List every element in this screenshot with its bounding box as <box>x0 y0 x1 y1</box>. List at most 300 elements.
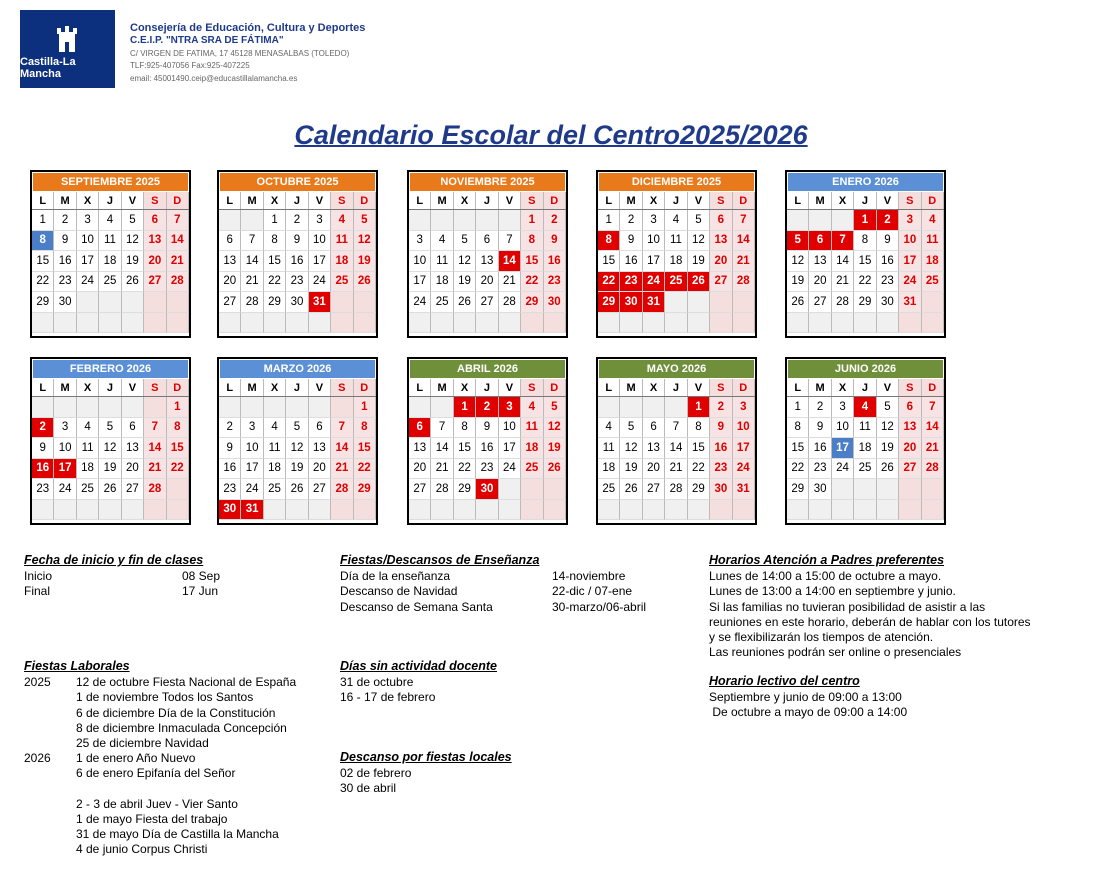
day-cell: 17 <box>499 438 521 459</box>
weekday-header: D <box>354 192 376 209</box>
day-cell: 16 <box>54 251 76 272</box>
atencion-line: Lunes de 13:00 a 14:00 en septiembre y junio. <box>709 584 956 599</box>
day-cell: 21 <box>922 438 944 459</box>
day-cell: 10 <box>309 231 331 252</box>
day-cell: 16 <box>620 251 642 272</box>
weekday-header: X <box>77 192 99 209</box>
day-cell: 19 <box>877 438 899 459</box>
weekday-header: X <box>264 192 286 209</box>
empty-day-cell <box>544 313 566 334</box>
weekday-header: X <box>832 192 854 209</box>
weekday-header: L <box>409 379 431 396</box>
empty-day-cell <box>521 500 543 521</box>
day-cell: 3 <box>733 397 755 418</box>
day-cell: 7 <box>832 231 854 252</box>
day-cell: 14 <box>241 251 263 272</box>
laboral-item: 31 de mayo Día de Castilla la Mancha <box>76 827 279 842</box>
empty-day-cell <box>286 313 308 334</box>
weekday-header: M <box>54 192 76 209</box>
day-cell: 8 <box>854 231 876 252</box>
laboral-year: 2025 <box>24 675 51 690</box>
day-cell: 3 <box>499 397 521 418</box>
day-cell: 12 <box>544 418 566 439</box>
day-cell: 10 <box>409 251 431 272</box>
day-cell: 8 <box>167 418 189 439</box>
atencion-line: Las reuniones podrán ser online o presenciales <box>709 645 962 660</box>
day-cell: 6 <box>122 418 144 439</box>
fiestas-laborales-title: Fiestas Laborales <box>24 659 130 673</box>
day-cell: 12 <box>454 251 476 272</box>
weekday-header: L <box>32 192 54 209</box>
day-cell: 24 <box>54 479 76 500</box>
day-cell: 27 <box>219 292 241 313</box>
atencion-line: Si las familias no tuvieran posibilidad de asistir a las <box>709 599 986 614</box>
day-cell: 10 <box>241 438 263 459</box>
weekday-header: X <box>643 192 665 209</box>
empty-day-cell <box>144 397 166 418</box>
month-2 <box>407 170 568 338</box>
empty-day-cell <box>99 397 121 418</box>
day-cell: 24 <box>241 479 263 500</box>
empty-day-cell <box>331 292 353 313</box>
empty-day-cell <box>665 397 687 418</box>
fiestas-locales-title: Descanso por fiestas locales <box>340 750 512 764</box>
weekday-header: S <box>144 192 166 209</box>
month-3 <box>596 170 757 338</box>
weekday-header: X <box>643 379 665 396</box>
weekday-header: M <box>431 379 453 396</box>
day-cell: 12 <box>122 231 144 252</box>
empty-day-cell <box>854 313 876 334</box>
laboral-item: 6 de diciembre Día de la Constitución <box>76 705 276 720</box>
day-cell: 31 <box>309 292 331 313</box>
weekday-header: V <box>877 192 899 209</box>
day-cell: 23 <box>54 272 76 293</box>
weekday-header: J <box>854 192 876 209</box>
day-cell: 15 <box>167 438 189 459</box>
day-cell: 1 <box>787 397 809 418</box>
empty-day-cell <box>877 313 899 334</box>
laboral-year: 2026 <box>24 751 51 766</box>
day-cell: 30 <box>476 479 498 500</box>
day-cell: 23 <box>809 459 831 480</box>
day-cell: 25 <box>854 459 876 480</box>
laboral-year <box>24 736 76 751</box>
day-cell: 13 <box>219 251 241 272</box>
day-cell: 15 <box>521 251 543 272</box>
day-cell: 3 <box>643 210 665 231</box>
weekday-header: S <box>144 379 166 396</box>
empty-day-cell <box>264 313 286 334</box>
day-cell: 16 <box>544 251 566 272</box>
day-cell: 2 <box>219 418 241 439</box>
day-cell: 9 <box>809 418 831 439</box>
empty-day-cell <box>809 500 831 521</box>
day-cell: 28 <box>733 272 755 293</box>
empty-day-cell <box>922 500 944 521</box>
empty-day-cell <box>32 313 54 334</box>
empty-day-cell <box>809 210 831 231</box>
day-cell: 23 <box>476 459 498 480</box>
empty-day-cell <box>454 500 476 521</box>
day-cell: 4 <box>99 210 121 231</box>
day-cell: 22 <box>264 272 286 293</box>
atencion-section <box>709 553 1089 660</box>
day-cell: 21 <box>167 251 189 272</box>
weekday-header: L <box>598 192 620 209</box>
day-cell: 20 <box>476 272 498 293</box>
sin-actividad-title: Días sin actividad docente <box>340 659 497 673</box>
day-cell: 6 <box>309 418 331 439</box>
day-cell: 16 <box>286 251 308 272</box>
day-cell: 22 <box>787 459 809 480</box>
empty-day-cell <box>899 313 921 334</box>
day-cell: 14 <box>331 438 353 459</box>
day-cell: 2 <box>286 210 308 231</box>
empty-day-cell <box>665 292 687 313</box>
laboral-year <box>24 766 76 781</box>
day-cell: 20 <box>809 272 831 293</box>
day-cell: 10 <box>77 231 99 252</box>
empty-day-cell <box>77 313 99 334</box>
day-cell: 12 <box>99 438 121 459</box>
weekday-header: M <box>620 192 642 209</box>
weekday-header: D <box>922 379 944 396</box>
weekday-header: J <box>665 379 687 396</box>
day-cell: 9 <box>286 231 308 252</box>
empty-day-cell <box>286 500 308 521</box>
day-cell: 14 <box>167 231 189 252</box>
empty-day-cell <box>32 500 54 521</box>
fiestas-locales-section <box>340 750 590 797</box>
month-header: JUNIO 2026 <box>788 360 943 378</box>
day-cell: 26 <box>787 292 809 313</box>
day-cell: 13 <box>476 251 498 272</box>
day-cell: 12 <box>620 438 642 459</box>
weekday-header: X <box>264 379 286 396</box>
day-cell: 17 <box>899 251 921 272</box>
day-cell: 2 <box>544 210 566 231</box>
lectivo-section <box>709 674 1089 721</box>
day-cell: 17 <box>309 251 331 272</box>
day-cell: 1 <box>521 210 543 231</box>
weekday-header: L <box>219 192 241 209</box>
weekday-header: V <box>688 192 710 209</box>
day-cell: 6 <box>643 418 665 439</box>
day-cell: 23 <box>620 272 642 293</box>
day-cell: 8 <box>454 418 476 439</box>
empty-day-cell <box>431 313 453 334</box>
lectivo-line: Septiembre y junio de 09:00 a 13:00 <box>709 690 902 705</box>
empty-day-cell <box>733 313 755 334</box>
empty-day-cell <box>787 500 809 521</box>
fiestas-ensenanza-title: Fiestas/Descansos de Enseñanza <box>340 553 540 567</box>
empty-day-cell <box>309 397 331 418</box>
day-cell: 21 <box>832 272 854 293</box>
laboral-year <box>24 842 76 857</box>
day-cell: 18 <box>922 251 944 272</box>
day-cell: 6 <box>710 210 732 231</box>
day-cell: 27 <box>409 479 431 500</box>
empty-day-cell <box>710 292 732 313</box>
day-cell: 29 <box>787 479 809 500</box>
day-cell: 27 <box>476 292 498 313</box>
laboral-year <box>24 690 76 705</box>
day-cell: 28 <box>144 479 166 500</box>
empty-day-cell <box>219 397 241 418</box>
empty-day-cell <box>499 313 521 334</box>
day-cell: 28 <box>241 292 263 313</box>
weekday-header: J <box>476 379 498 396</box>
day-cell: 14 <box>922 418 944 439</box>
day-cell: 16 <box>710 438 732 459</box>
empty-day-cell <box>620 500 642 521</box>
day-cell: 16 <box>32 459 54 480</box>
month-header: SEPTIEMBRE 2025 <box>33 173 188 191</box>
day-cell: 18 <box>665 251 687 272</box>
empty-day-cell <box>499 210 521 231</box>
day-cell: 13 <box>809 251 831 272</box>
page-title: Calendario Escolar del Centro2025/2026 <box>294 120 808 150</box>
atencion-title: Horarios Atención a Padres preferentes <box>709 553 945 567</box>
empty-day-cell <box>710 313 732 334</box>
empty-day-cell <box>219 313 241 334</box>
day-cell: 31 <box>899 292 921 313</box>
castle-icon <box>54 22 80 56</box>
day-cell: 25 <box>665 272 687 293</box>
day-cell: 12 <box>286 438 308 459</box>
weekday-header: D <box>733 379 755 396</box>
day-cell: 2 <box>476 397 498 418</box>
empty-day-cell <box>454 313 476 334</box>
inicio-label: Inicio <box>24 569 53 584</box>
empty-day-cell <box>144 500 166 521</box>
weekday-header: V <box>309 192 331 209</box>
empty-day-cell <box>832 210 854 231</box>
empty-day-cell <box>688 292 710 313</box>
empty-day-cell <box>409 397 431 418</box>
empty-day-cell <box>331 313 353 334</box>
empty-day-cell <box>331 397 353 418</box>
day-cell: 24 <box>832 459 854 480</box>
day-cell: 19 <box>454 272 476 293</box>
day-cell: 24 <box>309 272 331 293</box>
day-cell: 18 <box>331 251 353 272</box>
month-header: ENERO 2026 <box>788 173 943 191</box>
month-0 <box>30 170 191 338</box>
weekday-header: L <box>409 192 431 209</box>
day-cell: 2 <box>54 210 76 231</box>
day-cell: 11 <box>598 438 620 459</box>
atencion-line: reuniones en este horario, deberán de hablar con los tutores <box>709 614 1031 629</box>
day-cell: 27 <box>122 479 144 500</box>
empty-day-cell <box>264 397 286 418</box>
day-cell: 8 <box>787 418 809 439</box>
empty-day-cell <box>354 292 376 313</box>
weekday-header: M <box>809 379 831 396</box>
empty-day-cell <box>544 500 566 521</box>
day-cell: 10 <box>54 438 76 459</box>
day-cell: 22 <box>354 459 376 480</box>
month-1 <box>217 170 378 338</box>
empty-day-cell <box>476 210 498 231</box>
empty-day-cell <box>454 210 476 231</box>
weekday-header: S <box>710 379 732 396</box>
weekday-header: J <box>99 192 121 209</box>
weekday-header: S <box>521 192 543 209</box>
weekday-header: V <box>499 192 521 209</box>
day-cell: 19 <box>122 251 144 272</box>
day-cell: 7 <box>431 418 453 439</box>
day-cell: 22 <box>854 272 876 293</box>
day-cell: 1 <box>32 210 54 231</box>
month-header: NOVIEMBRE 2025 <box>410 173 565 191</box>
weekday-header: V <box>309 379 331 396</box>
empty-day-cell <box>922 313 944 334</box>
empty-day-cell <box>643 500 665 521</box>
final-value: 17 Jun <box>182 584 219 599</box>
weekday-header: X <box>77 379 99 396</box>
empty-day-cell <box>167 479 189 500</box>
day-cell: 29 <box>454 479 476 500</box>
empty-day-cell <box>922 479 944 500</box>
empty-day-cell <box>32 397 54 418</box>
day-cell: 26 <box>620 479 642 500</box>
empty-day-cell <box>643 397 665 418</box>
day-cell: 19 <box>787 272 809 293</box>
day-cell: 28 <box>331 479 353 500</box>
laboral-item: 1 de noviembre Todos los Santos <box>76 690 254 705</box>
laboral-item: 4 de junio Corpus Christi <box>76 842 208 857</box>
month-7 <box>407 357 568 525</box>
empty-day-cell <box>122 292 144 313</box>
inicio-section <box>24 553 244 600</box>
empty-day-cell <box>544 479 566 500</box>
day-cell: 27 <box>144 272 166 293</box>
day-cell: 6 <box>144 210 166 231</box>
day-cell: 21 <box>144 459 166 480</box>
empty-day-cell <box>598 313 620 334</box>
day-cell: 7 <box>733 210 755 231</box>
day-cell: 9 <box>476 418 498 439</box>
day-cell: 26 <box>286 479 308 500</box>
day-cell: 4 <box>331 210 353 231</box>
day-cell: 9 <box>54 231 76 252</box>
day-cell: 9 <box>219 438 241 459</box>
day-cell: 5 <box>620 418 642 439</box>
empty-day-cell <box>431 500 453 521</box>
empty-day-cell <box>122 500 144 521</box>
day-cell: 4 <box>77 418 99 439</box>
day-cell: 20 <box>309 459 331 480</box>
day-cell: 21 <box>665 459 687 480</box>
empty-day-cell <box>167 292 189 313</box>
weekday-header: S <box>710 192 732 209</box>
day-cell: 26 <box>688 272 710 293</box>
day-cell: 10 <box>499 418 521 439</box>
weekday-header: L <box>787 379 809 396</box>
day-cell: 9 <box>544 231 566 252</box>
final-label: Final <box>24 584 51 599</box>
day-cell: 17 <box>77 251 99 272</box>
day-cell: 26 <box>454 292 476 313</box>
empty-day-cell <box>309 313 331 334</box>
day-cell: 29 <box>688 479 710 500</box>
day-cell: 4 <box>922 210 944 231</box>
day-cell: 22 <box>454 459 476 480</box>
day-cell: 5 <box>354 210 376 231</box>
empty-day-cell <box>77 292 99 313</box>
sin-actividad-item: 16 - 17 de febrero <box>340 690 436 705</box>
laboral-item: 12 de octubre Fiesta Nacional de España <box>76 675 297 690</box>
day-cell: 9 <box>620 231 642 252</box>
empty-day-cell <box>431 210 453 231</box>
empty-day-cell <box>787 313 809 334</box>
day-cell: 13 <box>309 438 331 459</box>
day-cell: 21 <box>733 251 755 272</box>
day-cell: 7 <box>144 418 166 439</box>
empty-day-cell <box>476 500 498 521</box>
month-header: FEBRERO 2026 <box>33 360 188 378</box>
day-cell: 22 <box>521 272 543 293</box>
laboral-year <box>24 721 76 736</box>
day-cell: 18 <box>99 251 121 272</box>
month-6 <box>217 357 378 525</box>
day-cell: 31 <box>733 479 755 500</box>
day-cell: 17 <box>241 459 263 480</box>
weekday-header: L <box>787 192 809 209</box>
weekday-header: X <box>454 379 476 396</box>
day-cell: 9 <box>710 418 732 439</box>
empty-day-cell <box>877 500 899 521</box>
weekday-header: M <box>241 379 263 396</box>
day-cell: 19 <box>688 251 710 272</box>
day-cell: 2 <box>620 210 642 231</box>
day-cell: 30 <box>877 292 899 313</box>
day-cell: 7 <box>665 418 687 439</box>
day-cell: 14 <box>144 438 166 459</box>
month-5 <box>30 357 191 525</box>
header-school: C.E.I.P. "NTRA SRA DE FÁTIMA" <box>130 35 284 46</box>
sin-actividad-item: 31 de octubre <box>340 675 414 690</box>
day-cell: 26 <box>99 479 121 500</box>
local-item: 30 de abril <box>340 781 397 796</box>
day-cell: 20 <box>409 459 431 480</box>
laboral-item: 1 de mayo Fiesta del trabajo <box>76 812 228 827</box>
day-cell: 15 <box>854 251 876 272</box>
empty-day-cell <box>665 313 687 334</box>
day-cell: 29 <box>264 292 286 313</box>
empty-day-cell <box>598 397 620 418</box>
day-cell: 28 <box>922 459 944 480</box>
day-cell: 15 <box>32 251 54 272</box>
day-cell: 19 <box>99 459 121 480</box>
weekday-header: M <box>809 192 831 209</box>
day-cell: 17 <box>643 251 665 272</box>
day-cell: 26 <box>122 272 144 293</box>
day-cell: 1 <box>354 397 376 418</box>
weekday-header: X <box>454 192 476 209</box>
day-cell: 8 <box>32 231 54 252</box>
laboral-year <box>24 797 76 812</box>
weekday-header: M <box>620 379 642 396</box>
day-cell: 3 <box>241 418 263 439</box>
weekday-header: V <box>122 192 144 209</box>
day-cell: 1 <box>454 397 476 418</box>
empty-day-cell <box>665 500 687 521</box>
day-cell: 22 <box>167 459 189 480</box>
empty-day-cell <box>54 500 76 521</box>
